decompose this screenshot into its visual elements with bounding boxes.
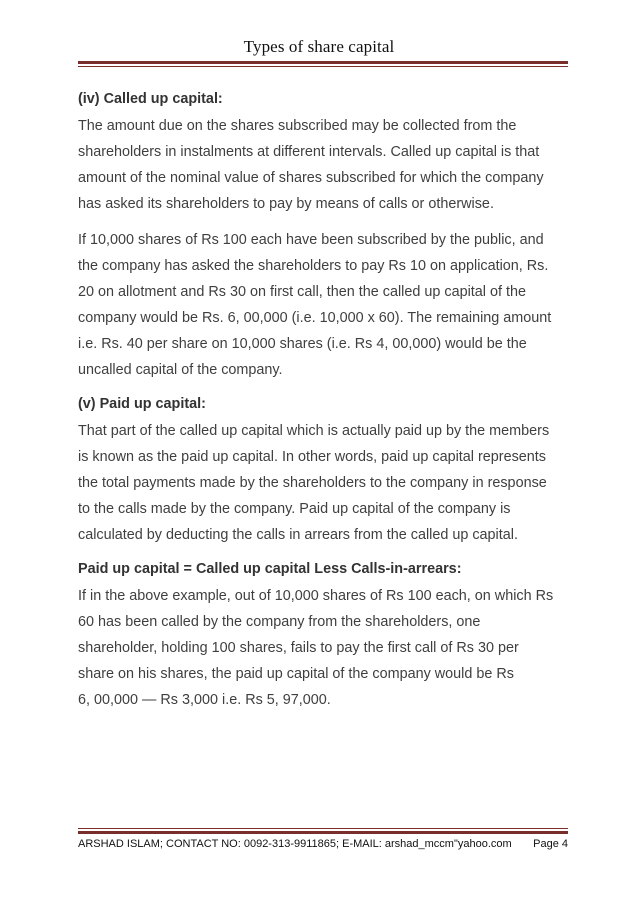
paragraph xyxy=(78,418,568,548)
section-heading: Paid up capital = Called up capital Less Calls-in-arrears: xyxy=(78,561,462,577)
header-rule xyxy=(78,61,568,64)
text-line: If in the above example, out of 10,000 shares of Rs 100 each, on which Rs xyxy=(78,588,554,604)
text-line: shareholder, holding 100 shares, fails to pay the first call of Rs 30 per xyxy=(78,640,519,656)
footer-contact: ARSHAD ISLAM; CONTACT NO: 0092-313-9911865; E-MAIL: arshad_mccm"yahoo.com xyxy=(78,838,512,850)
text-line: uncalled capital of the company. xyxy=(78,362,283,378)
text-line: has asked its shareholders to pay by means of calls or otherwise. xyxy=(78,196,494,212)
footer-rule-thin xyxy=(78,828,568,829)
page-footer xyxy=(78,838,568,850)
text-line: 6, 00,000 — Rs 3,000 i.e. Rs 5, 97,000. xyxy=(78,692,331,708)
paragraph xyxy=(78,227,568,383)
text-line: the total payments made by the shareholders to the company in response xyxy=(78,475,547,491)
text-line: is known as the paid up capital. In other words, paid up capital represents xyxy=(78,449,546,465)
text-line: 20 on allotment and Rs 30 on first call, then the called up capital of the xyxy=(78,284,526,300)
text-line: amount of the nominal value of shares subscribed for which the company xyxy=(78,170,544,186)
text-line: shareholders in instalments at different intervals. Called up capital is that xyxy=(78,144,540,160)
header-rule-thin xyxy=(78,66,568,67)
text-line: calculated by deducting the calls in arrears from the called up capital. xyxy=(78,527,518,543)
section-heading: (iv) Called up capital: xyxy=(78,91,223,107)
page-header-title: Types of share capital xyxy=(243,37,395,56)
document-body xyxy=(78,88,568,723)
text-line: That part of the called up capital which is actually paid up by the members xyxy=(78,423,550,439)
text-line: to the calls made by the company. Paid up capital of the company is xyxy=(78,501,511,517)
text-line: share on his shares, the paid up capital of the company would be Rs xyxy=(78,666,514,682)
page-number: Page 4 xyxy=(533,838,568,850)
text-line: i.e. Rs. 40 per share on 10,000 shares (i.e. Rs 4, 00,000) would be the xyxy=(78,336,527,352)
text-line: company would be Rs. 6, 00,000 (i.e. 10,000 x 60). The remaining amount xyxy=(78,310,552,326)
paragraph xyxy=(78,583,568,713)
paragraph xyxy=(78,113,568,217)
text-line: 60 has been called by the company from the shareholders, one xyxy=(78,614,481,630)
text-line: The amount due on the shares subscribed may be collected from the xyxy=(78,118,517,134)
section-heading: (v) Paid up capital: xyxy=(78,396,206,412)
footer-rule xyxy=(78,831,568,834)
text-line: If 10,000 shares of Rs 100 each have been subscribed by the public, and xyxy=(78,232,544,248)
text-line: the company has asked the shareholders to pay Rs 10 on application, Rs. xyxy=(78,258,549,274)
